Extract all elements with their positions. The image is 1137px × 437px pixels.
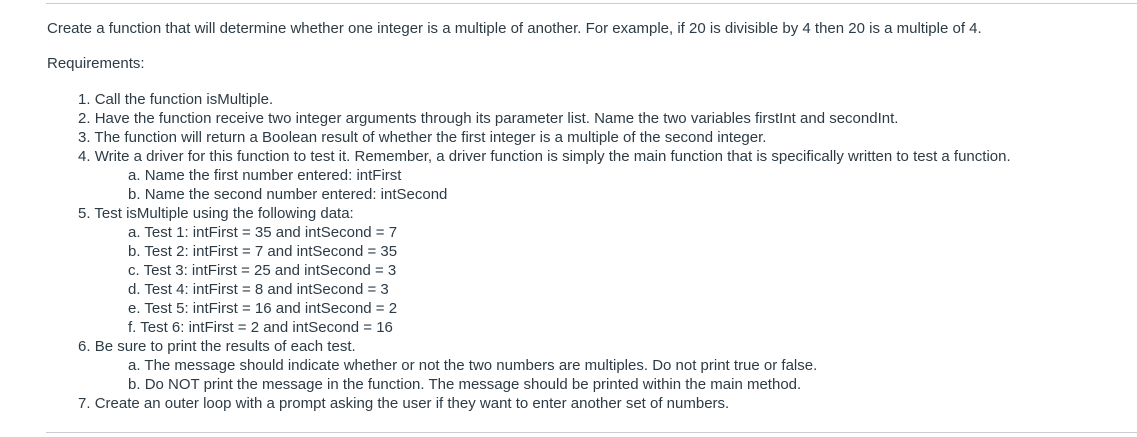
requirement-number: 6. — [78, 338, 91, 355]
requirement-item — [78, 90, 1132, 109]
sub-requirement-item — [128, 261, 1132, 280]
requirement-number: 4. — [78, 148, 91, 165]
requirement-item — [78, 204, 1132, 337]
sub-requirements-list — [78, 166, 1132, 204]
bottom-divider — [46, 432, 1137, 433]
sub-requirement-letter: e. — [128, 300, 141, 317]
sub-requirement-item — [128, 185, 1132, 204]
requirement-text: Write a driver for this function to test it. Remember, a driver function is simply the main function that is specifically written to test a function. — [94, 148, 1011, 165]
sub-requirements-list — [78, 356, 1132, 394]
requirement-text: Test isMultiple using the following data: — [94, 205, 354, 222]
requirement-number: 5. — [78, 205, 91, 222]
requirement-text: Be sure to print the results of each test. — [94, 338, 356, 355]
sub-requirement-letter: a. — [128, 357, 141, 374]
requirement-text: The function will return a Boolean result of whether the first integer is a multiple of the second integer. — [94, 129, 767, 146]
sub-requirement-text: Test 2: intFirst = 7 and intSecond = 35 — [144, 243, 398, 260]
sub-requirement-item — [128, 242, 1132, 261]
requirement-number: 3. — [78, 129, 91, 146]
sub-requirement-text: Name the second number entered: intSecond — [144, 186, 448, 203]
requirement-text: Have the function receive two integer arguments through its parameter list. Name the two variables firstInt and secondInt. — [94, 110, 899, 127]
sub-requirements-list — [78, 223, 1132, 337]
intro-paragraph: Create a function that will determine whether one integer is a multiple of another. For example, if 20 is divisible by 4 then 20 is a multiple of 4. — [47, 20, 982, 37]
sub-requirement-item — [128, 299, 1132, 318]
sub-requirement-item — [128, 166, 1132, 185]
sub-requirement-letter: b. — [128, 243, 141, 260]
assignment-description — [47, 19, 1132, 413]
sub-requirement-text: Test 3: intFirst = 25 and intSecond = 3 — [143, 262, 397, 279]
sub-requirement-item — [128, 280, 1132, 299]
requirement-item — [78, 147, 1132, 204]
requirement-item — [78, 128, 1132, 147]
sub-requirement-text: Test 6: intFirst = 2 and intSecond = 16 — [140, 319, 393, 336]
sub-requirement-letter: c. — [128, 262, 140, 279]
requirement-text: Call the function isMultiple. — [94, 91, 274, 108]
sub-requirement-text: Test 4: intFirst = 8 and intSecond = 3 — [144, 281, 389, 298]
requirement-number: 2. — [78, 110, 91, 127]
sub-requirement-letter: b. — [128, 186, 141, 203]
top-divider — [46, 3, 1137, 4]
requirement-item — [78, 394, 1132, 413]
sub-requirement-letter: b. — [128, 376, 141, 393]
requirements-heading: Requirements: — [47, 55, 145, 72]
sub-requirement-text: Test 1: intFirst = 35 and intSecond = 7 — [144, 224, 398, 241]
requirement-number: 7. — [78, 395, 91, 412]
sub-requirement-letter: d. — [128, 281, 141, 298]
sub-requirement-letter: a. — [128, 167, 141, 184]
requirement-text: Create an outer loop with a prompt asking the user if they want to enter another set of numbers. — [94, 395, 730, 412]
sub-requirement-text: Test 5: intFirst = 16 and intSecond = 2 — [144, 300, 398, 317]
sub-requirement-letter: a. — [128, 224, 141, 241]
sub-requirement-item — [128, 318, 1132, 337]
sub-requirement-item — [128, 356, 1132, 375]
sub-requirement-item — [128, 223, 1132, 242]
requirement-item — [78, 109, 1132, 128]
requirements-list — [47, 90, 1132, 413]
sub-requirement-letter: f. — [128, 319, 137, 336]
sub-requirement-text: Name the first number entered: intFirst — [144, 167, 402, 184]
sub-requirement-item — [128, 375, 1132, 394]
requirement-number: 1. — [78, 91, 91, 108]
sub-requirement-text: The message should indicate whether or not the two numbers are multiples. Do not print true or false. — [144, 357, 818, 374]
requirement-item — [78, 337, 1132, 394]
sub-requirement-text: Do NOT print the message in the function. The message should be printed within the main method. — [144, 376, 802, 393]
